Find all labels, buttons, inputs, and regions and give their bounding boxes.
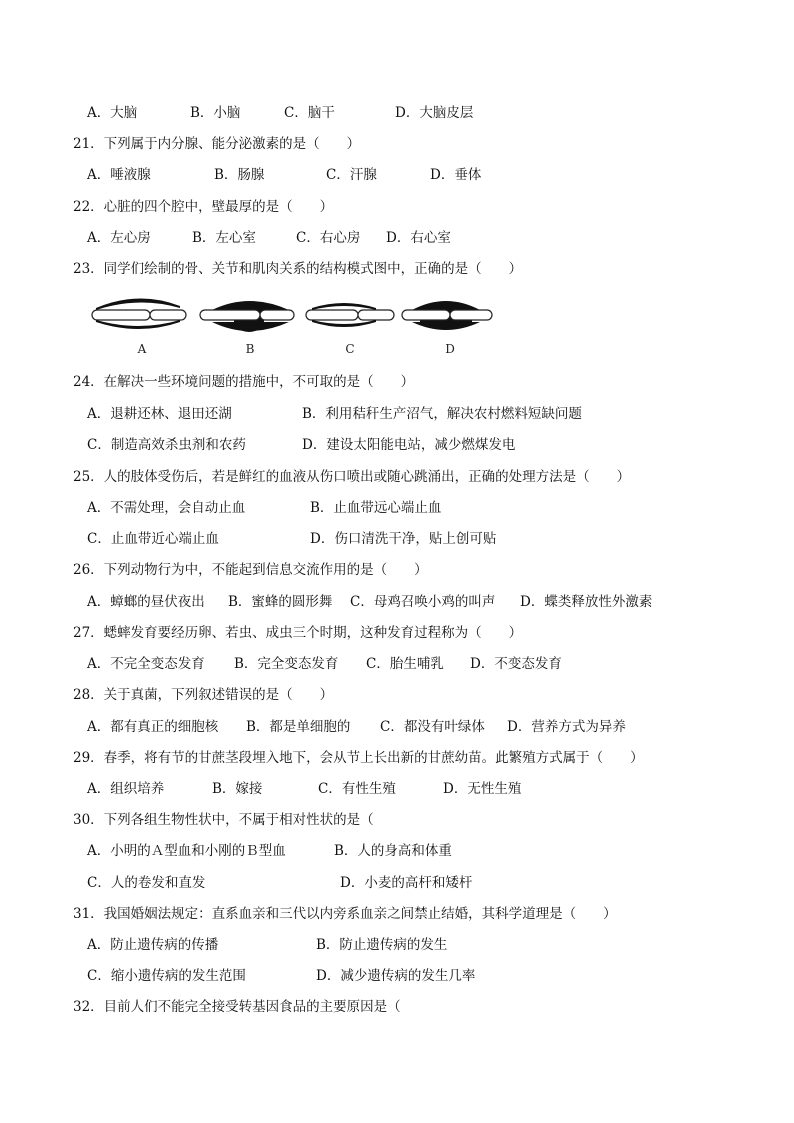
q31-option-c: C．缩小遗传病的发生范围 — [87, 968, 246, 984]
figure-a — [92, 298, 186, 329]
q32-stem: 32．目前人们不能完全接受转基因食品的主要原因是（ — [73, 999, 401, 1015]
q27-option-b: B．完全变态发育 — [234, 656, 339, 672]
q26-option-d: D．蝶类释放性外激素 — [520, 594, 653, 610]
figure-label-a: A — [137, 342, 147, 356]
q31-stem: 31．我国婚姻法规定：直系血亲和三代以内旁系血亲之间禁止结婚，其科学道理是（ ） — [73, 906, 617, 922]
q29-option-c: C．有性生殖 — [318, 781, 396, 797]
q20-option-b: B．小脑 — [190, 105, 241, 121]
figure-label-b: B — [245, 342, 255, 356]
q31-option-d: D．减少遗传病的发生几率 — [316, 968, 476, 984]
q22-stem: 22．心脏的四个腔中，壁最厚的是（ ） — [73, 199, 334, 215]
q24-option-d: D．建设太阳能电站，减少燃煤发电 — [302, 437, 516, 453]
q30-option-c: C．人的卷发和直发 — [87, 875, 206, 891]
q30-option-b: B．人的身高和体重 — [334, 843, 452, 859]
q26-option-c: C．母鸡召唤小鸡的叫声 — [350, 594, 496, 610]
q27-stem: 27．蟋蟀发育要经历卵、若虫、成虫三个时期，这种发育过程称为（ ） — [73, 625, 523, 641]
q29-option-d: D．无性生殖 — [443, 781, 522, 797]
q28-stem: 28．关于真菌，下列叙述错误的是（ ） — [73, 687, 334, 703]
q21-option-d: D．垂体 — [430, 167, 482, 183]
q29-stem: 29．春季，将有节的甘蔗茎段埋入地下，会从节上长出新的甘蔗幼苗。此繁殖方式属于（ ） — [73, 750, 644, 766]
q25-option-d: D．伤口清洗干净，贴上创可贴 — [310, 531, 497, 547]
q30-stem: 30．下列各组生物性状中，不属于相对性状的是（ — [73, 812, 374, 828]
q26-option-a: A．蟑螂的昼伏夜出 — [87, 594, 205, 610]
q24-stem: 24．在解决一些环境问题的措施中，不可取的是（ ） — [73, 374, 415, 390]
q22-option-b: B．左心室 — [192, 230, 256, 246]
q20-option-c: C．脑干 — [284, 105, 335, 121]
q23-stem: 23．同学们绘制的骨、关节和肌肉关系的结构模式图中，正确的是（ ） — [73, 261, 523, 277]
q28-option-a: A．都有真正的细胞核 — [87, 719, 219, 735]
q28-option-d: D．营养方式为异养 — [507, 719, 626, 735]
q21-option-b: B．肠腺 — [214, 167, 265, 183]
q21-option-a: A．唾液腺 — [87, 167, 151, 183]
q30-option-a: A．小明的Ａ型血和小刚的Ｂ型血 — [87, 843, 286, 859]
q25-option-a: A．不需处理，会自动止血 — [87, 500, 246, 516]
q26-option-b: B．蜜蜂的圆形舞 — [228, 594, 333, 610]
q24-option-a: A．退耕还林、退田还湖 — [87, 406, 232, 422]
q24-option-b: B．利用秸秆生产沼气，解决农村燃料短缺问题 — [302, 406, 582, 422]
q28-option-b: B．都是单细胞的 — [246, 719, 351, 735]
figure-b — [200, 301, 294, 332]
q29-option-b: B．嫁接 — [212, 781, 263, 797]
q20-option-d: D．大脑皮层 — [395, 105, 474, 121]
bone-joint-muscle-figure — [84, 292, 504, 358]
q21-option-c: C．汗腺 — [326, 167, 377, 183]
q25-option-b: B．止血带远心端止血 — [310, 500, 442, 516]
q27-option-d: D．不变态发育 — [470, 656, 562, 672]
q22-option-a: A．左心房 — [87, 230, 151, 246]
q22-option-c: C．右心房 — [296, 230, 361, 246]
q27-option-a: A．不完全变态发育 — [87, 656, 205, 672]
q22-option-d: D．右心室 — [386, 230, 451, 246]
q24-option-c: C．制造高效杀虫剂和农药 — [87, 437, 246, 453]
q25-option-c: C．止血带近心端止血 — [87, 531, 219, 547]
figure-d — [402, 301, 492, 330]
q29-option-a: A．组织培养 — [87, 781, 165, 797]
q27-option-c: C．胎生哺乳 — [366, 656, 444, 672]
q20-option-a: A．大脑 — [87, 105, 138, 121]
q28-option-c: C．都没有叶绿体 — [380, 719, 485, 735]
q26-stem: 26．下列动物行为中，不能起到信息交流作用的是（ ） — [73, 562, 428, 578]
q21-stem: 21．下列属于内分腺、能分泌激素的是（ ） — [73, 136, 361, 152]
q25-stem: 25．人的肢体受伤后，若是鲜红的血液从伤口喷出或随心跳涌出，正确的处理方法是（ ） — [73, 469, 631, 485]
figure-label-c: C — [345, 342, 355, 356]
q31-option-a: A．防止遗传病的传播 — [87, 937, 219, 953]
q30-option-d: D．小麦的高杆和矮杆 — [340, 875, 473, 891]
figure-c — [306, 303, 394, 327]
figure-label-d: D — [445, 342, 455, 356]
q31-option-b: B．防止遗传病的发生 — [316, 937, 448, 953]
